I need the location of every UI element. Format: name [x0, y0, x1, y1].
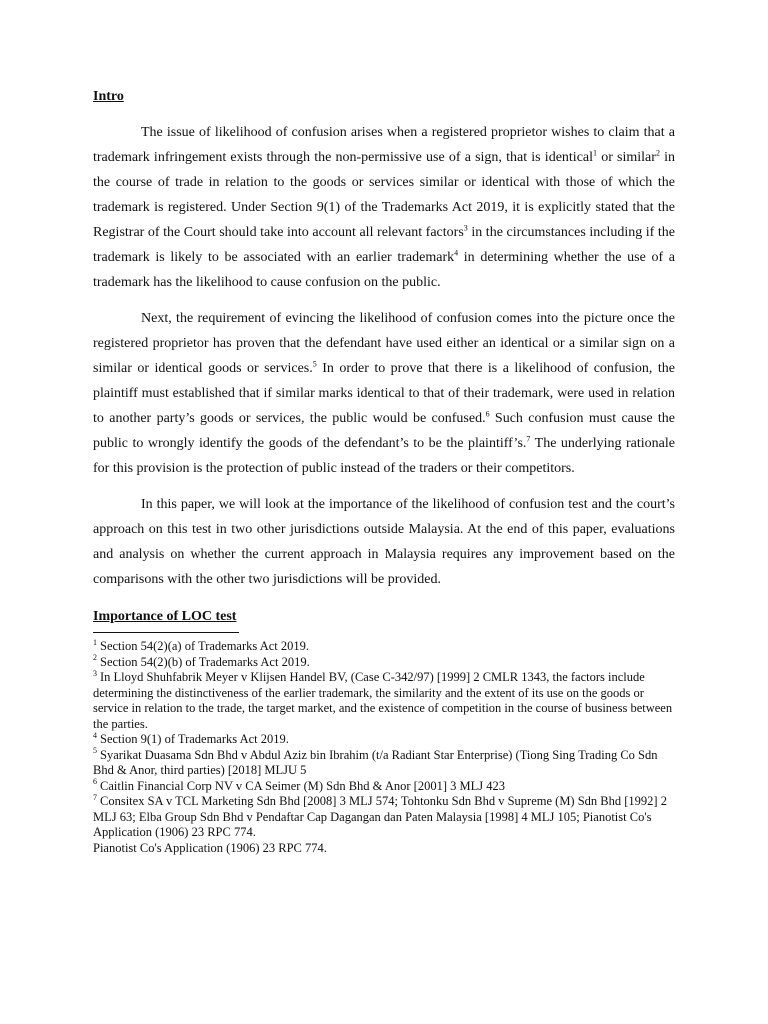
- paragraph-text: in the course of trade in relation to the goods or services similar or identical with those of which the trademark is registered. Under Section 9(1) of the Trademarks Act 2019, it is explicitly stated that the Registrar of the Court should take into account all relevant factors: [93, 150, 676, 240]
- paragraph-text: or similar: [597, 150, 656, 165]
- footnote-item: [93, 670, 675, 732]
- footnote-number: 2: [93, 653, 97, 663]
- paragraph-text: Such confusion must cause the public to wrongly identify the goods of the defendant’s to be the plaintiff’s.: [93, 411, 675, 451]
- paragraph-text: In order to prove that there is a likelihood of confusion, the plaintiff must established that if similar marks identical to that of their trademark, were used in relation to another party’s goods or services, the public would be confused.: [93, 361, 675, 426]
- footnote-ref: 3: [463, 223, 468, 233]
- paragraph-text: In this paper, we will look at the importance of the likelihood of confusion test and the court’s approach on this test in two other jurisdictions outside Malaysia. At the end of this paper, evaluations and analysis on whether the current approach in Malaysia requires any improvement based on the comparisons with the other two jurisdictions will be provided.: [93, 497, 675, 587]
- paragraph-text: in determining whether the use of a trademark has the likelihood to cause confusion on the public.: [93, 250, 675, 290]
- footnote-item: [93, 748, 675, 779]
- footnote-item: [93, 732, 675, 748]
- footnote-ref: 5: [312, 359, 317, 369]
- footnote-separator: [93, 632, 239, 633]
- footnote-text: Consitex SA v TCL Marketing Sdn Bhd [2008] 3 MLJ 574; Tohtonku Sdn Bhd v Supreme (M) Sdn Bhd [1992] 2 MLJ 63; Elba Group Sdn Bhd v Pendaftar Cap Dagangan dan Paten Malaysia [1998] 4 MLJ 105; Pianotist Co's Application (1906) 23 RPC 774.: [93, 794, 667, 839]
- paragraph-text: Next, the requirement of evincing the likelihood of confusion comes into the picture once the registered proprietor has proven that the defendant have used either an identical or a similar sign on a similar or identical goods or services.: [93, 311, 675, 376]
- footnote-text: Caitlin Financial Corp NV v CA Seimer (M) Sdn Bhd & Anor [2001] 3 MLJ 423: [100, 778, 505, 793]
- body-paragraph: [93, 120, 675, 295]
- footnote-number: 4: [93, 730, 97, 740]
- footnote-number: 6: [93, 777, 97, 787]
- footnote-text: Section 9(1) of Trademarks Act 2019.: [100, 732, 289, 746]
- footnote-item: [93, 779, 675, 795]
- footnote-number: 7: [93, 792, 97, 802]
- paragraph-text: The issue of likelihood of confusion arises when a registered proprietor wishes to claim that a trademark infringement exists through the non-permissive use of a sign, that is identical: [93, 125, 675, 165]
- loc-test-heading: Importance of LOC test: [93, 609, 237, 624]
- body-paragraph: [93, 492, 675, 592]
- footnotes: [93, 639, 675, 856]
- footnote-text: Pianotist Co's Application (1906) 23 RPC 774.: [93, 840, 327, 855]
- footnote-item: [93, 639, 675, 655]
- footnote-number: 5: [93, 746, 97, 756]
- footnote-text: In Lloyd Shuhfabrik Meyer v Klijsen Handel BV, (Case C-342/97) [1999] 2 CMLR 1343, the factors include determining the distinctiveness of the earlier trademark, the similarity and the extent of its use on the goods or service in relation to the trade, the target market, and the existence of competition in the course of business between the parties.: [93, 670, 673, 731]
- body-paragraph: [93, 306, 675, 481]
- footnote-item: [93, 794, 675, 841]
- footnote-ref: 1: [593, 148, 598, 158]
- footnote-item: [93, 841, 675, 857]
- footnote-ref: 2: [655, 148, 660, 158]
- paragraph-text: in the circumstances including if the trademark is likely to be associated with an earlier trademark: [93, 225, 676, 265]
- body-paragraphs: [93, 120, 675, 592]
- footnote-text: Syarikat Duasama Sdn Bhd v Abdul Aziz bin Ibrahim (t/a Radiant Star Enterprise) (Tiong Sing Trading Co Sdn Bhd & Anor, third parties) [2018] MLJU 5: [93, 747, 658, 777]
- footnote-item: [93, 655, 675, 671]
- footnote-text: Section 54(2)(b) of Trademarks Act 2019.: [100, 654, 310, 669]
- footnote-ref: 4: [454, 248, 459, 258]
- footnote-number: 1: [93, 637, 97, 647]
- footnote-ref: 6: [485, 409, 490, 419]
- footnote-ref: 7: [526, 434, 531, 444]
- footnote-text: Section 54(2)(a) of Trademarks Act 2019.: [100, 639, 309, 653]
- intro-heading: Intro: [93, 89, 124, 104]
- document-page: [93, 88, 675, 856]
- paragraph-text: The underlying rationale for this provision is the protection of public instead of the traders or their competitors.: [93, 436, 675, 476]
- footnote-number: 3: [93, 668, 97, 678]
